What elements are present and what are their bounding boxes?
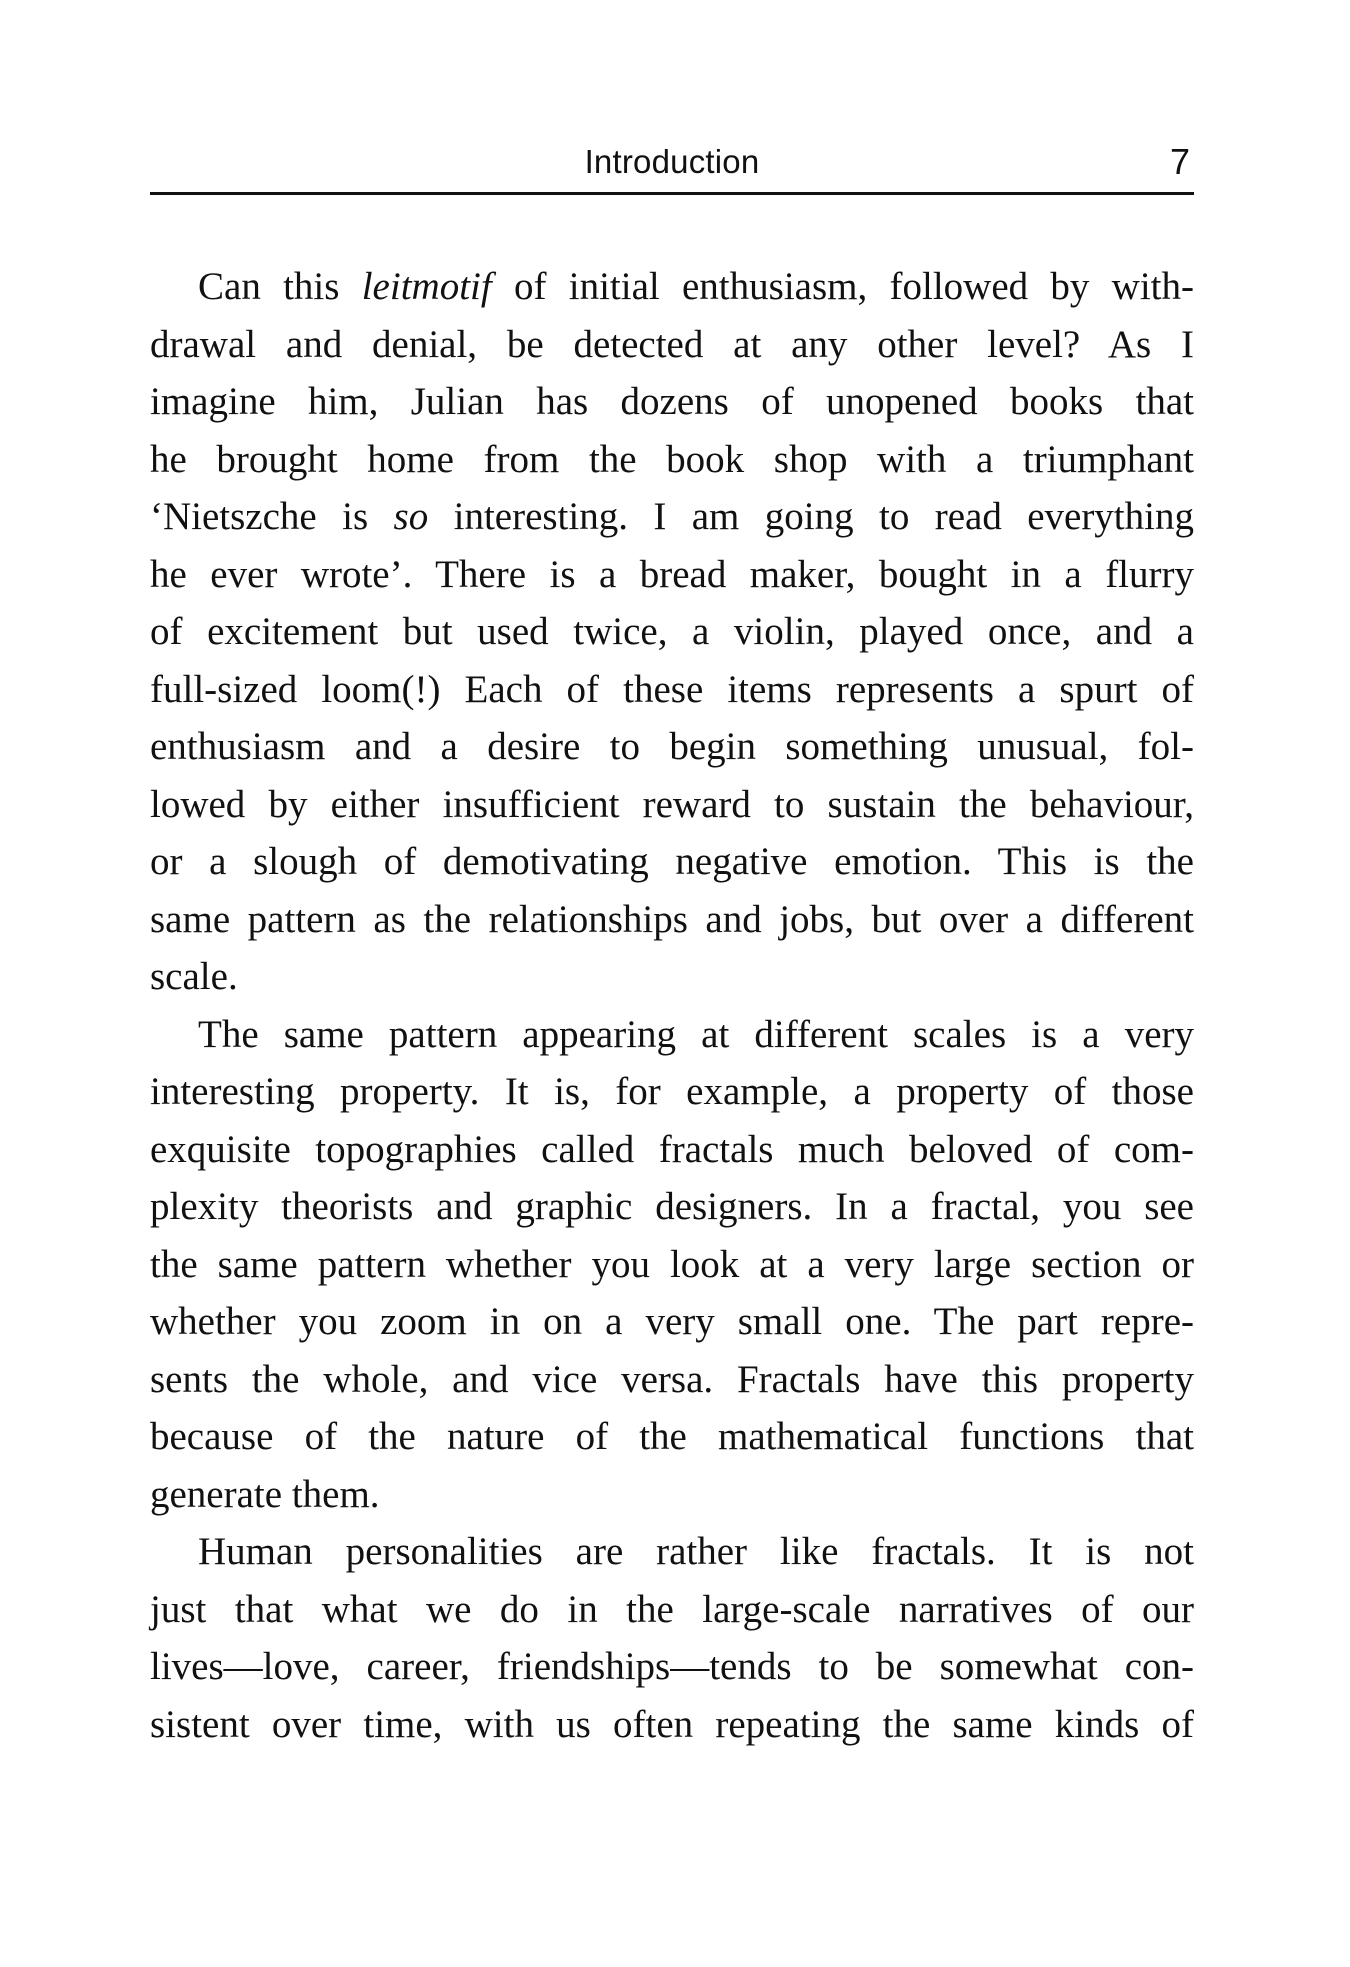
text-line: same pattern as the relationships and jobs, but over a different <box>150 897 1194 941</box>
text-line: interesting property. It is, for example, a property of those <box>150 1070 1194 1113</box>
text-line: The same pattern appearing at different scales is a very <box>198 1012 1194 1056</box>
text-line: drawal and denial, be detected at any other level? As I <box>150 322 1194 366</box>
text-line: scale. <box>150 955 238 998</box>
paragraph <box>150 1523 1194 1753</box>
text-line: Human personalities are rather like fractals. It is not <box>198 1530 1194 1573</box>
text-line: sistent over time, with us often repeating the same kinds of <box>150 1702 1194 1746</box>
paragraph <box>150 1006 1194 1524</box>
text-line: ‘Nietszche is so interesting. I am going to read everything <box>150 495 1194 538</box>
text-line: sents the whole, and vice versa. Fractals have this property <box>150 1357 1194 1401</box>
page-number: 7 <box>1169 141 1190 182</box>
text-line: the same pattern whether you look at a very large section or <box>150 1242 1194 1286</box>
text-line: generate them. <box>150 1472 380 1516</box>
text-line: of excitement but used twice, a violin, played once, and a <box>150 610 1194 653</box>
text-line: he brought home from the book shop with a triumphant <box>150 437 1194 481</box>
text-line: exquisite topographies called fractals much beloved of com- <box>150 1127 1194 1171</box>
paragraph <box>150 258 1194 1006</box>
text-line: just that what we do in the large-scale narratives of our <box>150 1587 1194 1631</box>
text-line: plexity theorists and graphic designers. In a fractal, you see <box>150 1185 1194 1228</box>
text-line: whether you zoom in on a very small one. The part repre- <box>150 1300 1194 1343</box>
text-line: or a slough of demotivating negative emotion. This is the <box>150 840 1194 883</box>
body-text <box>150 258 1194 1753</box>
text-line: full-sized loom(!) Each of these items represents a spurt of <box>150 667 1194 711</box>
text-line: he ever wrote’. There is a bread maker, bought in a flurry <box>150 552 1194 596</box>
text-line: enthusiasm and a desire to begin something unusual, fol- <box>150 725 1194 768</box>
running-title: Introduction <box>584 143 760 180</box>
text-line: lowed by either insufficient reward to sustain the behaviour, <box>150 782 1194 826</box>
text-line: because of the nature of the mathematical functions that <box>150 1415 1194 1458</box>
text-line: Can this leitmotif of initial enthusiasm, followed by with- <box>198 265 1194 308</box>
text-line: lives—love, career, friendships—tends to be somewhat con- <box>150 1645 1194 1688</box>
italic-term: leitmotif <box>361 265 492 308</box>
running-header <box>150 142 1194 195</box>
text-line: imagine him, Julian has dozens of unopened books that <box>150 380 1194 423</box>
italic-term: so <box>393 495 429 538</box>
